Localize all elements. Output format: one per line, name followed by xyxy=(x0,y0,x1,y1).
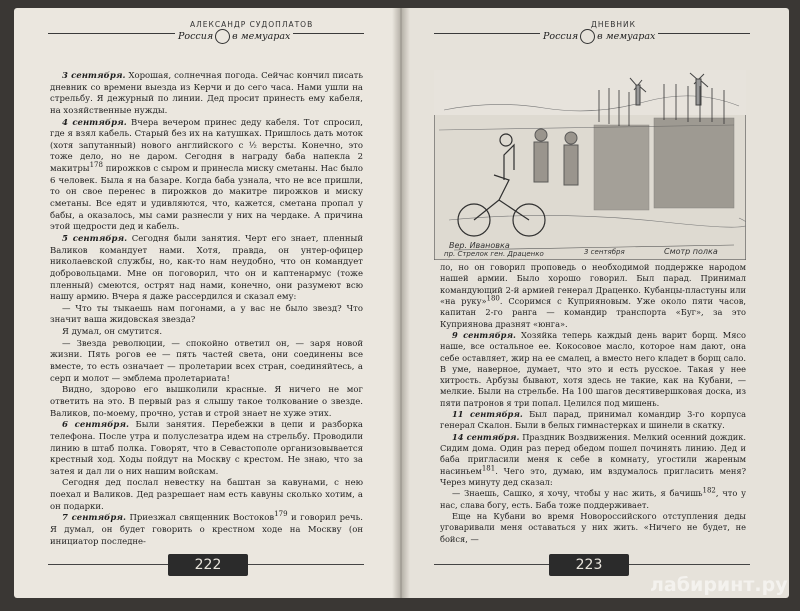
paragraph xyxy=(440,262,746,330)
paragraph xyxy=(50,420,363,478)
series-tail: в мемуарах xyxy=(232,31,291,42)
footnote-ref: 179 xyxy=(274,510,288,519)
paragraph-text: — Что ты тыкаешь нам погонами, а у вас не было звезд? Что значит ваша жидовская звезда? xyxy=(50,303,363,326)
paragraph xyxy=(50,510,364,548)
paragraph xyxy=(50,118,363,234)
paragraph-text: Праздник Воздвижения. Мелкий осенний дождик. Сидим дома. Один раз перед обедом пошел починять линию. Дед и баба пригласили меня к себе в комнату, угостили жареным насиньем xyxy=(440,431,746,476)
paragraph xyxy=(440,511,746,545)
diary-date: 3 сентября. xyxy=(62,71,126,81)
paragraph-text: Сегодня дед послал невестку на баштан за кавунами, с нею поехал и Валиков. Дед разрешает нам есть кавуны сколько хотим, а он подарки. xyxy=(50,478,363,512)
pencil-drawing-illustration xyxy=(434,70,746,260)
series-tail: в мемуарах xyxy=(597,31,656,42)
left-running-head: АЛЕКСАНДР СУДОПЛАТОВ xyxy=(190,20,314,29)
paragraph-text: — Знаешь, Сашко, я хочу, чтобы у нас жить, я бачишь xyxy=(452,488,703,499)
paragraph-text: Хорошая, солнечная погода. Сейчас кончил писать дневник со времени выезда из Керчи и до сего часа. Нами ушли на стрельбу. Я дежурный по линии. Дед просит принесть ему кабеля, на хозяйственные нужды. xyxy=(50,71,363,116)
paragraph xyxy=(50,234,363,304)
paragraph-text: Еще на Кубани во время Новороссийского отступления деды уговаривали меня оставаться у них жить. «Ничего не будет, не бойся, — xyxy=(440,510,746,544)
footnote-ref: 178 xyxy=(89,161,103,170)
left-page-text xyxy=(50,71,363,548)
diary-date: 6 сентября. xyxy=(62,420,130,431)
paragraph-text: . Чего это, думаю, им вздумалось пригласить меня? Через минуту дед сказал: xyxy=(440,465,746,487)
paragraph xyxy=(50,339,363,386)
paragraph xyxy=(440,488,746,511)
paragraph-text: пирожков с сыром и принесла миску сметаны. Нас было 6 человек. Была я на базаре. Когда баба узнала, что не все пришли, то он свое перенес в пирожков до макитре пирожков и миску сметаны. Все едят и удивляются, что, кажется, сметана пропал у бабы, а оказалось, мы сами разнесли у них на чердаке. А причина этой щедрости дед и кабель. xyxy=(50,164,363,233)
paragraph-text: Вчера вечером принес деду кабеля. Тот спросил, где я взял кабель. Старый без их на катушках. Пришлось дать моток (хотя запутанный) нового английского с ½ версты. Конечно, это тоже дело, но не даром. Сегодня в награду баба напекла 2 макитры xyxy=(50,117,363,175)
paragraph xyxy=(440,432,746,489)
series-emblem-icon xyxy=(580,29,595,44)
series-name: Россия xyxy=(543,31,579,42)
diary-date: 11 сентября. xyxy=(452,409,523,420)
diary-date: 4 сентября. xyxy=(62,117,127,128)
paragraph-text: — Звезда революции, — спокойно ответил он, — заря новой жизни. Пять рогов ее — пять частей света, они соединены все вместе, то есть означает — пролетарии всех стран, соединяйтесь, а серп и молот — эмблема пролетариата! xyxy=(50,338,363,384)
paragraph xyxy=(50,304,363,327)
paragraph-text: и говорил речь. Я думал, он будет говорить о крестном ходе на Москву (он инициатор последне- xyxy=(50,513,364,547)
drawing-caption-general: пр. Стрелок ген. Драценко xyxy=(444,250,544,258)
footnote-ref: 182 xyxy=(702,486,716,495)
right-page-text xyxy=(440,262,746,545)
paragraph xyxy=(50,478,363,513)
drawing-caption-place: Вер. Ивановка xyxy=(449,241,510,250)
paragraph-text: Видно, здорово его вышколили красные. Я ничего не мог ответить на это. В первый раз я слышу такое толкование о звезде. Валиков, по-моему, прочно, устав и строй знает не хуже этих. xyxy=(50,385,363,419)
paragraph-text: Я думал, он смутится. xyxy=(62,327,163,338)
paragraph xyxy=(50,327,363,339)
paragraph-text: Были занятия. Перебежки в цепи и разборка телефона. После утра и полуслезатра идем на стрельбу. Проводили линию в штаб полка. Говорят, что в Севастополе организовывается крестный ход. Ходы пойдут на Москву с крестом. Не знаю, что за затея и дал ли о них нашим войскам. xyxy=(50,420,364,477)
diary-date: 9 сентября. xyxy=(452,329,516,340)
paragraph xyxy=(440,330,746,409)
paragraph-text: Хозяйка теперь каждый день варит борщ. Мясо наше, все остальное ее. Кокосовое масло, которое нам дают, она себе оставляет, жир на ее смалец, а вместо него кладет в борщ сало. В уме, наверное, думает, что это и есть русское. Такая у нее хитрость. Арбузы бывают, хотя здесь не такие, как на Кубани, — мелкие. Были на стрельбе. На 100 шагов десятивершковая доска, из пяти патронов я три попал. Целился под мишень. xyxy=(440,329,747,408)
left-page-number: 222 xyxy=(168,554,248,576)
left-series-title xyxy=(175,29,293,44)
drawing-caption-review: Смотр полка xyxy=(664,247,718,256)
paragraph-text: Был парад, принимал командир 3-го корпуса генерал Скалон. Были в белых гимнастерках и шинели в скатку. xyxy=(440,409,747,431)
series-emblem-icon xyxy=(215,29,230,44)
watermark-logo: лабиринт.ру xyxy=(650,574,788,596)
paragraph-text: , что у нас, слава богу, есть. Баба тоже поддерживает. xyxy=(440,488,746,510)
paragraph-text: Сегодня были занятия. Черт его знает, пленный Валиков командует нами. Хотя, правда, он унтер-офицер николаевской службы, но, как-то нам неудобно, что он командует добровольцами. Мне он поговорил, что он и каптенармус (тоже пленный) смеются, острят над нами, конечно, они разумеют всю нашу армию. Вчера я даже рассердился и сказал ему: xyxy=(50,233,363,303)
paragraph-text: . Ссоримся с Куприяновым. Уже около пяти часов, капитан 2-го ранга — командир транспорта «Буг», за это Куприянова дразнят «юнга». xyxy=(440,295,747,329)
series-name: Россия xyxy=(178,31,214,42)
paragraph-text: ло, но он говорил проповедь о необходимой поддержке народом нашей армии. Было хорошо говорил. Был парад. Принимал командующий 2-й армией генерал Драценко. Кубанцы-пластуны или «на руку» xyxy=(440,262,746,306)
right-series-title xyxy=(540,29,658,44)
right-page-number: 223 xyxy=(549,554,629,576)
diary-date: 5 сентября. xyxy=(62,233,128,244)
paragraph xyxy=(440,409,746,432)
drawing-caption-date: 3 сентября xyxy=(584,248,625,256)
right-running-head: ДНЕВНИК xyxy=(591,20,636,29)
book-gutter xyxy=(392,8,410,598)
paragraph xyxy=(50,385,363,420)
diary-date: 14 сентября. xyxy=(452,431,520,442)
paragraph xyxy=(50,71,363,118)
paragraph-text: Приезжал священник Востоков xyxy=(125,513,275,524)
diary-date: 7 сентября. xyxy=(62,513,126,524)
footnote-ref: 181 xyxy=(481,463,496,472)
footnote-ref: 180 xyxy=(486,294,500,303)
